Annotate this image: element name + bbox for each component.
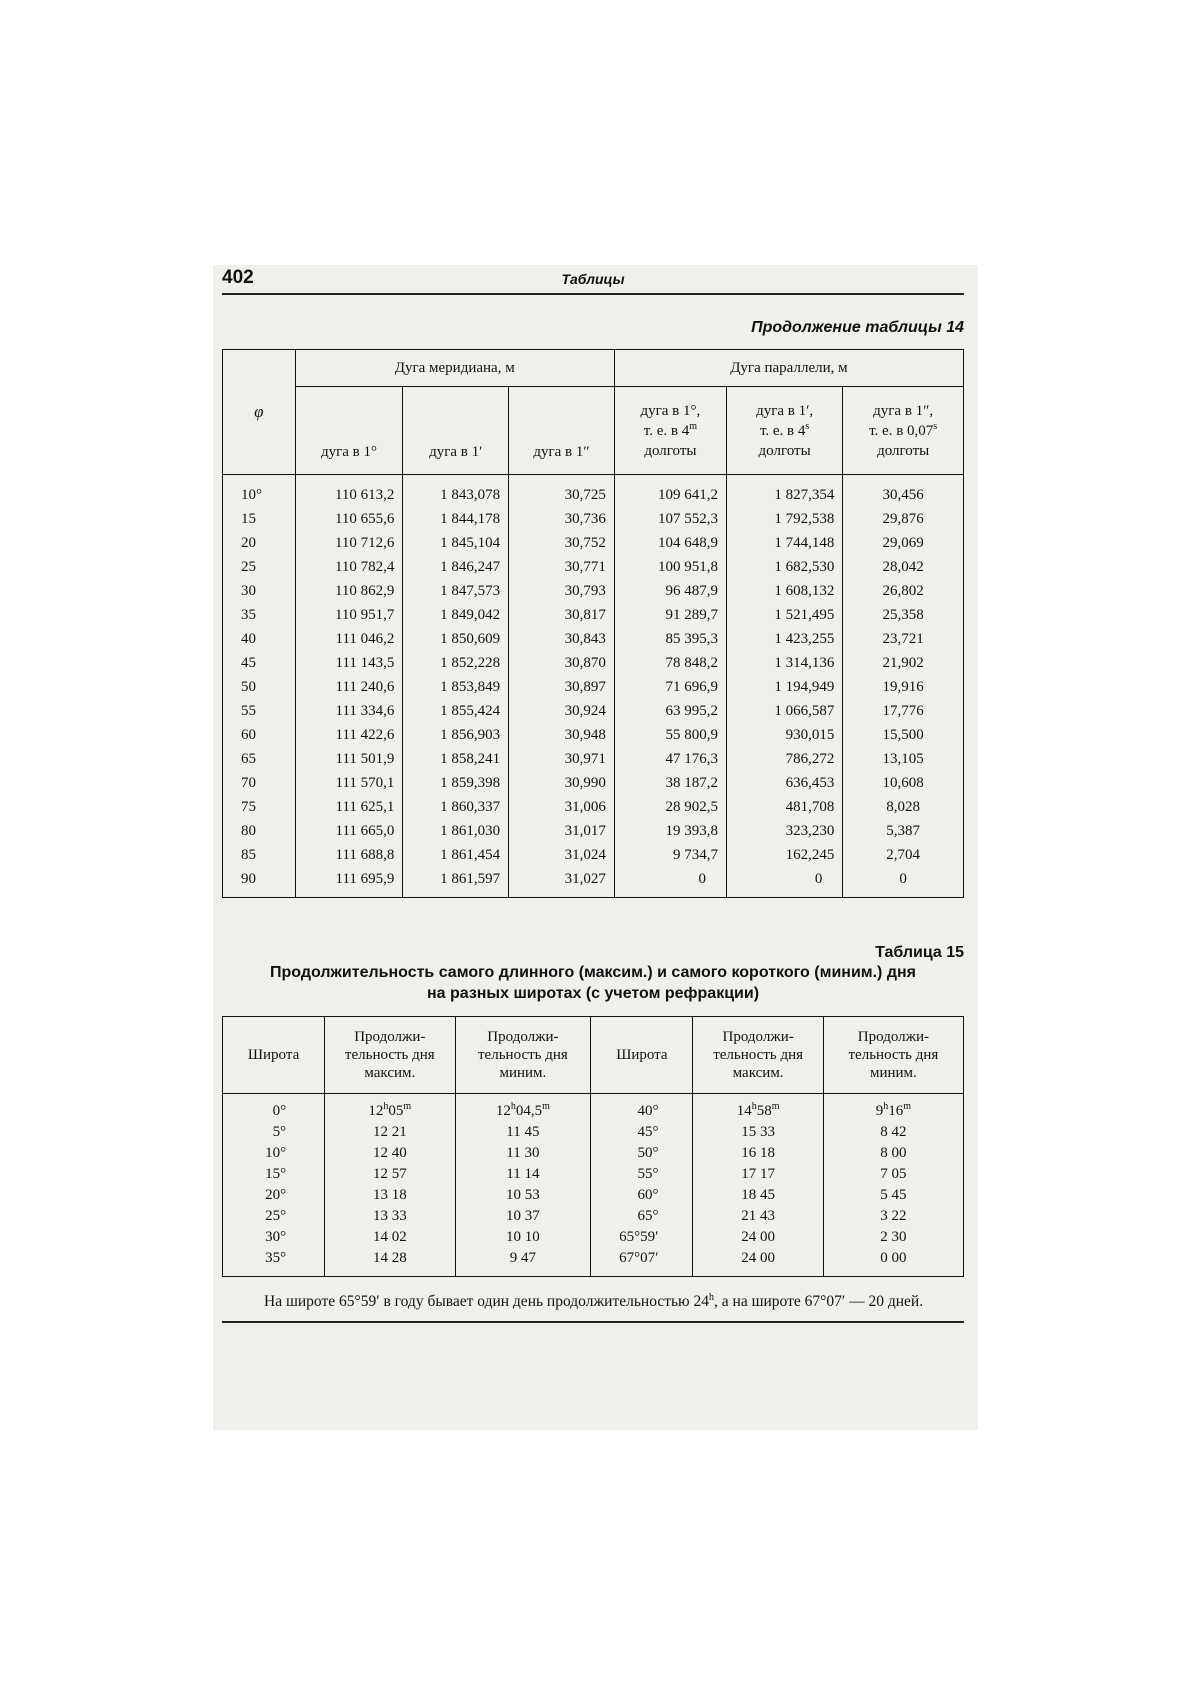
- parallel-sub-header-line: т. е. в 0,07: [869, 422, 934, 439]
- table-cell: 1 861,454: [403, 843, 509, 867]
- table-cell: 1 850,609: [403, 627, 509, 651]
- table-cell: 100 951,8: [614, 555, 726, 579]
- column-header-line: максим.: [364, 1065, 416, 1081]
- duration-cell: 16 18: [693, 1143, 823, 1164]
- table-cell: 1 194,949: [726, 675, 842, 699]
- latitude-cell: 20°: [223, 1185, 325, 1206]
- table-cell: 38 187,2: [614, 771, 726, 795]
- duration-cell: 24 00: [693, 1248, 823, 1277]
- table-cell: 17,776: [843, 699, 964, 723]
- table-cell: 111 501,9: [295, 747, 403, 771]
- duration-cell: 12 40: [325, 1143, 455, 1164]
- parallel-sub-header-line: т. е. в 4: [643, 422, 690, 439]
- unit-superscript: h: [709, 1291, 715, 1303]
- duration-cell: 12 21: [325, 1122, 455, 1143]
- page-header: [222, 265, 964, 295]
- table-cell: 26,802: [843, 579, 964, 603]
- table-15-title-line: Продолжительность самого длинного (максим.) и самого короткого (миним.) дня: [270, 964, 916, 981]
- duration-cell: 7 05: [823, 1164, 963, 1185]
- table-cell: 23,721: [843, 627, 964, 651]
- unit-superscript: m: [542, 1101, 550, 1112]
- latitude-cell: 45°: [591, 1122, 693, 1143]
- table-row: [223, 579, 964, 603]
- table-cell: 31,006: [509, 795, 615, 819]
- latitude-cell: 55°: [591, 1164, 693, 1185]
- duration-cell: 11 30: [455, 1143, 591, 1164]
- latitude-cell: 85: [223, 843, 296, 867]
- latitude-cell: 40°: [591, 1094, 693, 1123]
- table-cell: 1 314,136: [726, 651, 842, 675]
- table-row: [223, 507, 964, 531]
- table-cell: 29,876: [843, 507, 964, 531]
- duration-cell: 12 57: [325, 1164, 455, 1185]
- latitude-cell: 35°: [223, 1248, 325, 1277]
- table-15-body: [223, 1094, 964, 1277]
- duration-cell: 5 45: [823, 1185, 963, 1206]
- table-row: [223, 1143, 964, 1164]
- duration-value: 58: [756, 1103, 772, 1119]
- column-header-line: Продолжи-: [722, 1029, 794, 1045]
- table-row: [223, 795, 964, 819]
- table-cell: 9 734,7: [614, 843, 726, 867]
- table-15-label: Таблица 15: [875, 944, 964, 961]
- table-cell: 19,916: [843, 675, 964, 699]
- table-cell: 21,902: [843, 651, 964, 675]
- table-cell: 1 845,104: [403, 531, 509, 555]
- duration-cell: 8 00: [823, 1143, 963, 1164]
- duration-cell: 14 28: [325, 1248, 455, 1277]
- table-cell: 1 744,148: [726, 531, 842, 555]
- column-header-line: миним.: [499, 1065, 547, 1081]
- table-cell: 111 240,6: [295, 675, 403, 699]
- parallel-sub-header: [614, 387, 726, 475]
- running-title: Таблицы: [561, 271, 625, 287]
- table-cell: 8,028: [843, 795, 964, 819]
- table-row: [223, 627, 964, 651]
- latitude-cell: 70: [223, 771, 296, 795]
- table-cell: 28,042: [843, 555, 964, 579]
- table-cell: 30,456: [843, 475, 964, 508]
- table-cell: 2,704: [843, 843, 964, 867]
- duration-value: 9: [875, 1103, 884, 1119]
- latitude-cell: 60°: [591, 1185, 693, 1206]
- duration-cell: 13 33: [325, 1206, 455, 1227]
- unit-superscript: h: [751, 1101, 757, 1112]
- table-cell: 1 847,573: [403, 579, 509, 603]
- table-cell: 1 844,178: [403, 507, 509, 531]
- latitude-cell: 15°: [223, 1164, 325, 1185]
- duration-cell: 2 30: [823, 1227, 963, 1248]
- latitude-cell: 25: [223, 555, 296, 579]
- column-header-line: Широта: [247, 1047, 300, 1063]
- column-header-line: Продолжи-: [354, 1029, 426, 1045]
- duration-value: 14: [736, 1103, 752, 1119]
- table-row: [223, 1094, 964, 1123]
- table-cell: 30,870: [509, 651, 615, 675]
- table-cell: 0: [726, 867, 842, 898]
- table-cell: 162,245: [726, 843, 842, 867]
- table-cell: 111 422,6: [295, 723, 403, 747]
- table-cell: 30,793: [509, 579, 615, 603]
- table-cell: 1 852,228: [403, 651, 509, 675]
- table-cell: 19 393,8: [614, 819, 726, 843]
- table-15-title: [222, 962, 964, 1004]
- latitude-cell: 20: [223, 531, 296, 555]
- table-cell: 30,817: [509, 603, 615, 627]
- table-cell: 30,736: [509, 507, 615, 531]
- parallel-sub-header-line: долготы: [758, 442, 811, 459]
- table-cell: 1 858,241: [403, 747, 509, 771]
- latitude-cell: 25°: [223, 1206, 325, 1227]
- latitude-cell: 45: [223, 651, 296, 675]
- latitude-cell: 30: [223, 579, 296, 603]
- table-row: [223, 531, 964, 555]
- table-cell: 30,948: [509, 723, 615, 747]
- table-cell: 636,453: [726, 771, 842, 795]
- table-row: [223, 555, 964, 579]
- table-row: [223, 1185, 964, 1206]
- table-row: [223, 699, 964, 723]
- table-row: [223, 819, 964, 843]
- duration-cell: 10 10: [455, 1227, 591, 1248]
- latitude-cell: 55: [223, 699, 296, 723]
- table-15: [222, 1016, 964, 1277]
- table-cell: 110 712,6: [295, 531, 403, 555]
- table-cell: 930,015: [726, 723, 842, 747]
- table-15-title-line: на разных широтах (с учетом рефракции): [426, 985, 760, 1002]
- table-cell: 55 800,9: [614, 723, 726, 747]
- table-cell: 1 846,247: [403, 555, 509, 579]
- duration-cell: [823, 1094, 963, 1123]
- table-cell: 1 861,030: [403, 819, 509, 843]
- table-cell: 323,230: [726, 819, 842, 843]
- table-cell: 110 951,7: [295, 603, 403, 627]
- meridian-sub-header: дуга в 1°: [295, 387, 403, 475]
- table-row: [223, 651, 964, 675]
- latitude-cell: 30°: [223, 1227, 325, 1248]
- duration-cell: 17 17: [693, 1164, 823, 1185]
- table-14-continuation-label: Продолжение таблицы 14: [751, 319, 964, 336]
- meridian-sub-header: дуга в 1′: [403, 387, 509, 475]
- table-cell: 111 625,1: [295, 795, 403, 819]
- table-cell: 85 395,3: [614, 627, 726, 651]
- table-cell: 30,752: [509, 531, 615, 555]
- table-cell: 15,500: [843, 723, 964, 747]
- table-cell: 110 655,6: [295, 507, 403, 531]
- unit-superscript: s: [805, 420, 810, 432]
- unit-superscript: m: [771, 1101, 780, 1112]
- table-cell: 28 902,5: [614, 795, 726, 819]
- footnote-text: , а на широте 67°07′ — 20 дней.: [714, 1293, 924, 1310]
- duration-cell: [455, 1094, 591, 1123]
- column-header-line: тельность дня: [713, 1047, 804, 1063]
- table-cell: 110 613,2: [295, 475, 403, 508]
- table-cell: 30,924: [509, 699, 615, 723]
- unit-superscript: s: [933, 420, 938, 432]
- table-cell: 25,358: [843, 603, 964, 627]
- duration-cell: 21 43: [693, 1206, 823, 1227]
- table-cell: 1 861,597: [403, 867, 509, 898]
- table-cell: 71 696,9: [614, 675, 726, 699]
- column-header: [325, 1017, 455, 1094]
- table-cell: 111 665,0: [295, 819, 403, 843]
- column-header-line: тельность дня: [848, 1047, 939, 1063]
- table-cell: 0: [614, 867, 726, 898]
- table-row: [223, 867, 964, 898]
- latitude-cell: 80: [223, 819, 296, 843]
- table-cell: 1 855,424: [403, 699, 509, 723]
- table-cell: 111 046,2: [295, 627, 403, 651]
- duration-value: 12: [368, 1103, 384, 1119]
- table-cell: 31,027: [509, 867, 615, 898]
- table-cell: 29,069: [843, 531, 964, 555]
- unit-superscript: m: [689, 420, 697, 432]
- parallel-sub-header-line: долготы: [644, 442, 697, 459]
- duration-cell: 0 00: [823, 1248, 963, 1277]
- table-cell: 1 608,132: [726, 579, 842, 603]
- table-row: [223, 1248, 964, 1277]
- duration-cell: [325, 1094, 455, 1123]
- duration-cell: 15 33: [693, 1122, 823, 1143]
- latitude-cell: 65°: [591, 1206, 693, 1227]
- parallel-header: Дуга параллели, м: [614, 350, 963, 387]
- table-row: [223, 747, 964, 771]
- latitude-cell: 15: [223, 507, 296, 531]
- duration-cell: 3 22: [823, 1206, 963, 1227]
- column-header: [591, 1017, 693, 1094]
- latitude-cell: 40: [223, 627, 296, 651]
- table-cell: 110 782,4: [295, 555, 403, 579]
- table-cell: 111 695,9: [295, 867, 403, 898]
- table-cell: 111 570,1: [295, 771, 403, 795]
- latitude-cell: 50°: [591, 1143, 693, 1164]
- column-header: [223, 1017, 325, 1094]
- latitude-cell: 50: [223, 675, 296, 699]
- table-cell: 30,897: [509, 675, 615, 699]
- latitude-cell: 67°07′: [591, 1248, 693, 1277]
- table-cell: 1 423,255: [726, 627, 842, 651]
- duration-value: 12: [495, 1103, 511, 1119]
- unit-superscript: h: [510, 1101, 516, 1112]
- latitude-cell: 35: [223, 603, 296, 627]
- column-header: [455, 1017, 591, 1094]
- parallel-sub-header-line: дуга в 1″,: [873, 402, 934, 419]
- table-cell: 30,771: [509, 555, 615, 579]
- duration-cell: 11 14: [455, 1164, 591, 1185]
- table-cell: 30,725: [509, 475, 615, 508]
- footnote: [222, 1291, 964, 1323]
- parallel-sub-header-line: дуга в 1°,: [640, 402, 701, 419]
- table-cell: 30,990: [509, 771, 615, 795]
- meridian-sub-header: дуга в 1″: [509, 387, 615, 475]
- table-cell: 1 827,354: [726, 475, 842, 508]
- latitude-cell: 10°: [223, 1143, 325, 1164]
- parallel-sub-header-line: долготы: [877, 442, 930, 459]
- duration-cell: 10 37: [455, 1206, 591, 1227]
- table-cell: 1 856,903: [403, 723, 509, 747]
- table-row: [223, 1206, 964, 1227]
- duration-value: 16: [888, 1103, 904, 1119]
- table-cell: 1 849,042: [403, 603, 509, 627]
- table-cell: 47 176,3: [614, 747, 726, 771]
- table-cell: 1 682,530: [726, 555, 842, 579]
- table-cell: 10,608: [843, 771, 964, 795]
- duration-cell: 18 45: [693, 1185, 823, 1206]
- table-15-header-row: [223, 1017, 964, 1094]
- column-header: [823, 1017, 963, 1094]
- duration-cell: 10 53: [455, 1185, 591, 1206]
- table-cell: 1 859,398: [403, 771, 509, 795]
- latitude-cell: 65°59′: [591, 1227, 693, 1248]
- table-cell: 30,971: [509, 747, 615, 771]
- table-cell: 1 853,849: [403, 675, 509, 699]
- table-row: [223, 1122, 964, 1143]
- unit-superscript: m: [903, 1101, 912, 1112]
- table-cell: 111 143,5: [295, 651, 403, 675]
- latitude-cell: 5°: [223, 1122, 325, 1143]
- table-cell: 0: [843, 867, 964, 898]
- duration-cell: 14 02: [325, 1227, 455, 1248]
- duration-cell: 8 42: [823, 1122, 963, 1143]
- table-cell: 104 648,9: [614, 531, 726, 555]
- table-row: [223, 723, 964, 747]
- column-header-line: Продолжи-: [857, 1029, 930, 1045]
- page-content: [222, 265, 964, 1323]
- latitude-cell: 0°: [223, 1094, 325, 1123]
- column-header-line: тельность дня: [478, 1047, 568, 1063]
- parallel-sub-header: [843, 387, 964, 475]
- table-row: [223, 475, 964, 508]
- table-cell: 13,105: [843, 747, 964, 771]
- column-header-line: Продолжи-: [487, 1029, 559, 1045]
- column-header-line: Широта: [616, 1047, 668, 1063]
- duration-cell: 11 45: [455, 1122, 591, 1143]
- table-cell: 5,387: [843, 819, 964, 843]
- column-header-line: миним.: [869, 1065, 917, 1081]
- table-cell: 110 862,9: [295, 579, 403, 603]
- parallel-sub-header-line: дуга в 1′,: [756, 402, 814, 419]
- phi-header: φ: [223, 350, 296, 475]
- latitude-cell: 90: [223, 867, 296, 898]
- table-cell: 111 688,8: [295, 843, 403, 867]
- parallel-sub-header: [726, 387, 842, 475]
- meridian-header: Дуга меридиана, м: [295, 350, 614, 387]
- table-cell: 1 066,587: [726, 699, 842, 723]
- table-cell: 481,708: [726, 795, 842, 819]
- page-number: 402: [222, 267, 254, 288]
- table-row: [223, 603, 964, 627]
- latitude-cell: 60: [223, 723, 296, 747]
- unit-superscript: m: [403, 1101, 412, 1112]
- parallel-sub-header-line: т. е. в 4: [759, 422, 806, 439]
- table-cell: 78 848,2: [614, 651, 726, 675]
- column-header: [693, 1017, 823, 1094]
- table-cell: 786,272: [726, 747, 842, 771]
- table-14: [222, 349, 964, 898]
- table-row: [223, 1227, 964, 1248]
- duration-cell: 24 00: [693, 1227, 823, 1248]
- column-header-line: тельность дня: [344, 1047, 435, 1063]
- table-cell: 1 843,078: [403, 475, 509, 508]
- duration-value: 05: [388, 1103, 404, 1119]
- table-cell: 96 487,9: [614, 579, 726, 603]
- table-cell: 63 995,2: [614, 699, 726, 723]
- column-header-line: максим.: [732, 1065, 784, 1081]
- table-cell: 91 289,7: [614, 603, 726, 627]
- duration-cell: 13 18: [325, 1185, 455, 1206]
- table-cell: 107 552,3: [614, 507, 726, 531]
- table-row: [223, 843, 964, 867]
- duration-value: 04,5: [515, 1103, 543, 1119]
- table-row: [223, 771, 964, 795]
- latitude-cell: 75: [223, 795, 296, 819]
- duration-cell: [693, 1094, 823, 1123]
- table-cell: 31,017: [509, 819, 615, 843]
- table-cell: 1 521,495: [726, 603, 842, 627]
- unit-superscript: h: [883, 1101, 889, 1112]
- table-cell: 109 641,2: [614, 475, 726, 508]
- table-cell: 111 334,6: [295, 699, 403, 723]
- table-cell: 1 860,337: [403, 795, 509, 819]
- latitude-cell: 10°: [223, 475, 296, 508]
- table-row: [223, 675, 964, 699]
- latitude-cell: 65: [223, 747, 296, 771]
- duration-cell: 9 47: [455, 1248, 591, 1277]
- table-cell: 1 792,538: [726, 507, 842, 531]
- table-cell: 31,024: [509, 843, 615, 867]
- table-14-body: [223, 475, 964, 898]
- table-row: [223, 1164, 964, 1185]
- unit-superscript: h: [383, 1101, 389, 1112]
- footnote-text: На широте 65°59′ в году бывает один день продолжительностью 24: [264, 1293, 710, 1310]
- table-cell: 30,843: [509, 627, 615, 651]
